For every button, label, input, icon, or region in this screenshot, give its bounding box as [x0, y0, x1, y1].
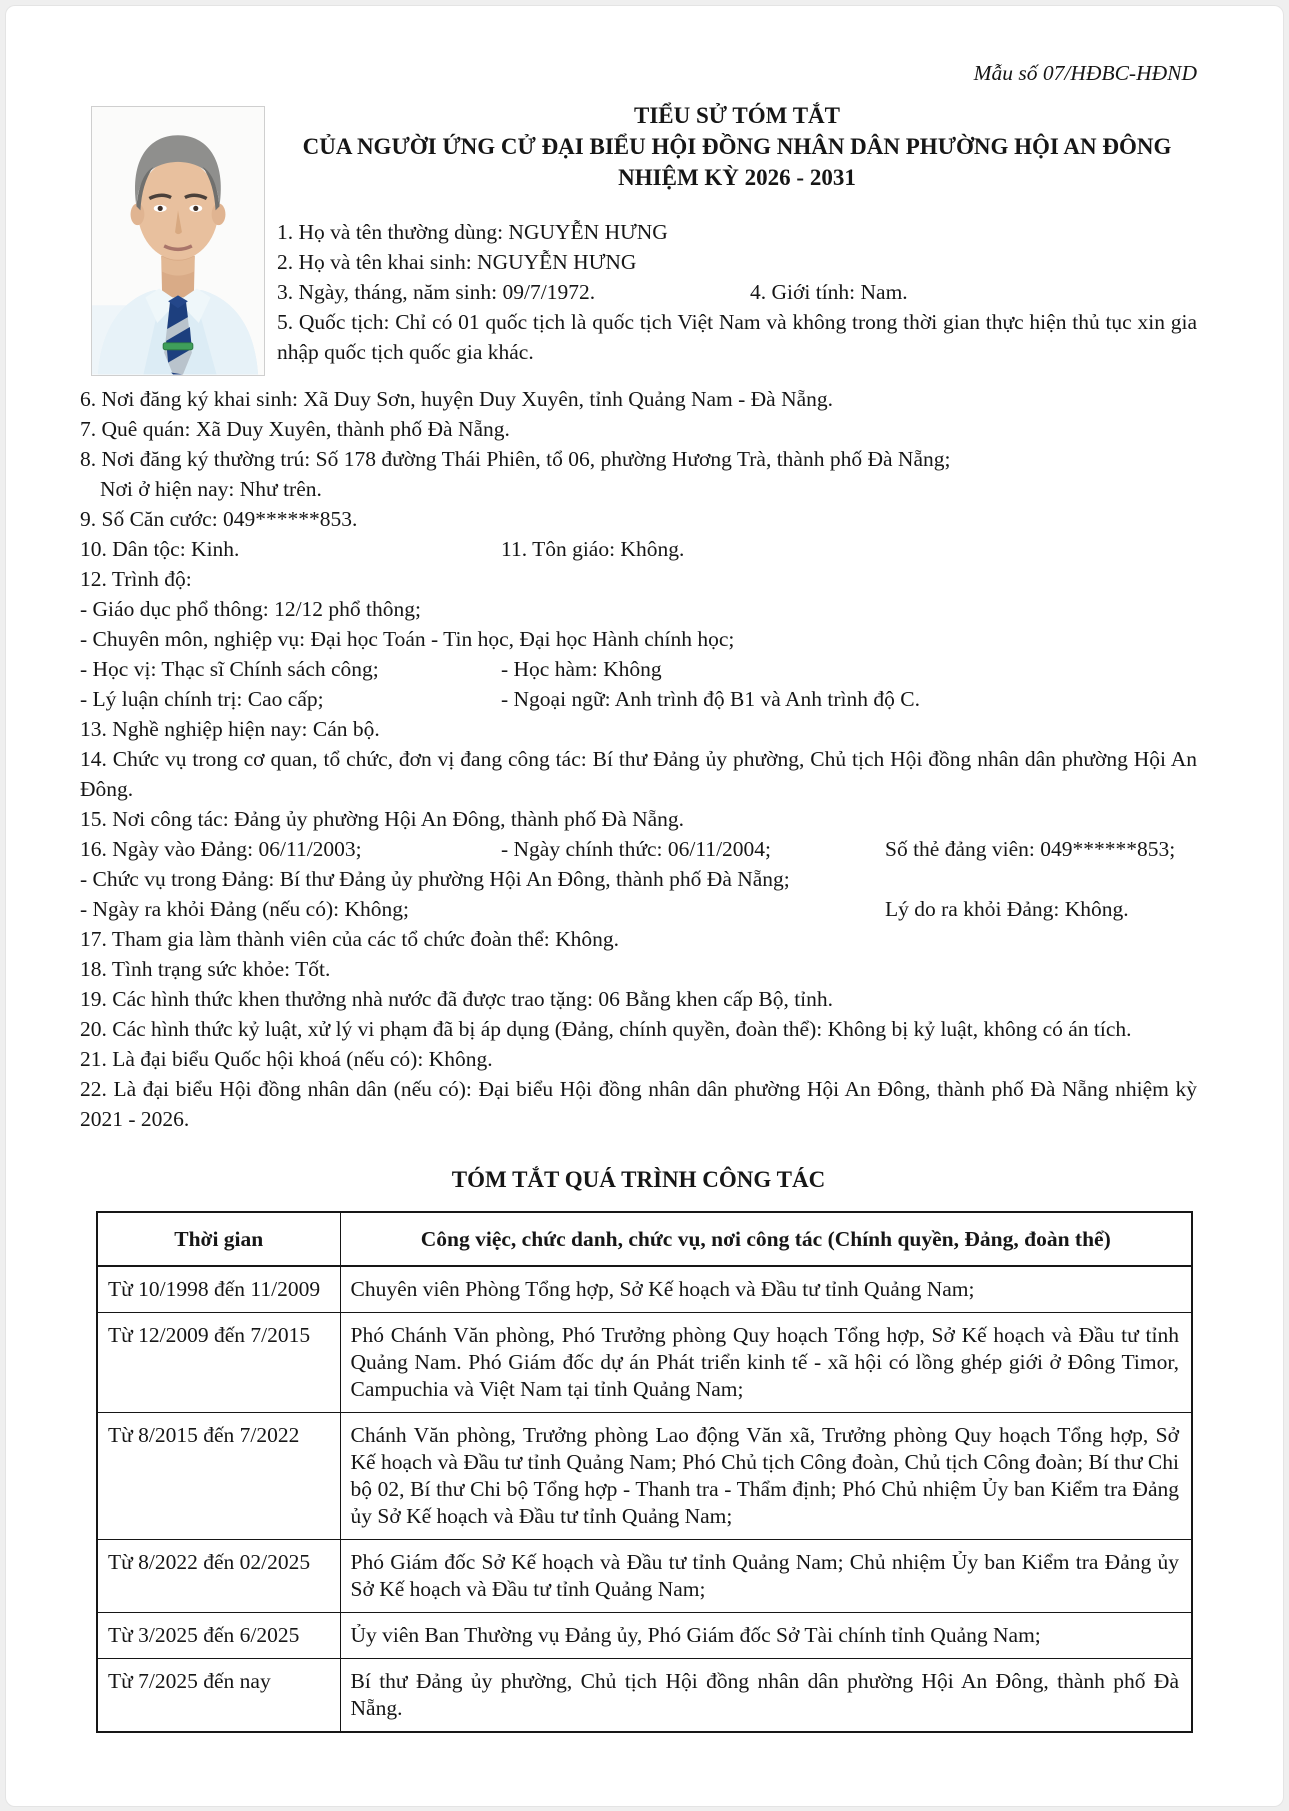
description-cell: Phó Chánh Văn phòng, Phó Trưởng phòng Quy hoạch Tổng hợp, Sở Kế hoạch và Đầu tư tỉnh Quảng Nam. Phó Giám đốc dự án Phát triển kinh tế - xã hội có lồng ghép giới ở Đông Timor, Campuchia và Việt Nam tại tỉnh Quảng Nam;	[340, 1313, 1192, 1413]
profile-line-part: - Học hàm: Không	[501, 657, 662, 681]
profile-line-part: 13. Nghề nghiệp hiện nay: Cán bộ.	[80, 717, 380, 741]
profile-line-part: 17. Tham gia làm thành viên của các tổ chức đoàn thể: Không.	[80, 927, 620, 951]
profile-line-part: 16. Ngày vào Đảng: 06/11/2003;	[80, 837, 362, 861]
description-cell: Phó Giám đốc Sở Kế hoạch và Đầu tư tỉnh Quảng Nam; Chủ nhiệm Ủy ban Kiểm tra Đảng ủy Sở Kế hoạch và Đầu tư tỉnh Quảng Nam;	[340, 1540, 1192, 1613]
title-line-2: CỦA NGƯỜI ỨNG CỬ ĐẠI BIỂU HỘI ĐỒNG NHÂN DÂN PHƯỜNG HỘI AN ĐÔNG	[302, 134, 1172, 159]
profile-line	[80, 1044, 1197, 1074]
profile-line-part: - Giáo dục phổ thông: 12/12 phổ thông;	[80, 597, 421, 621]
work-history-row	[97, 1659, 1192, 1733]
profile-line-part: 8. Nơi đăng ký thường trú: Số 178 đường Thái Phiên, tổ 06, phường Hương Trà, thành phố Đà Nẵng;	[80, 447, 951, 471]
profile-line	[80, 1014, 1197, 1044]
period-cell: Từ 8/2022 đến 02/2025	[97, 1540, 340, 1613]
profile-line-part: 18. Tình trạng sức khỏe: Tốt.	[80, 957, 331, 981]
profile-line	[80, 684, 1197, 714]
profile-line-part: 10. Dân tộc: Kinh.	[80, 537, 240, 561]
work-history-row	[97, 1266, 1192, 1313]
profile-line-part: - Ngoại ngữ: Anh trình độ B1 và Anh trình độ C.	[501, 687, 920, 711]
profile-line-part: Số thẻ đảng viên: 049******853;	[885, 837, 1176, 861]
profile-line-part: 22. Là đại biểu Hội đồng nhân dân (nếu có): Đại biểu Hội đồng nhân dân phường Hội An Đông, thành phố Đà Nẵng nhiệm kỳ 2021 - 2026.	[80, 1077, 1197, 1131]
profile-line-part: 5. Quốc tịch: Chỉ có 01 quốc tịch là quốc tịch Việt Nam và không trong thời gian thực hiện thủ tục xin gia nhập quốc tịch quốc gia khác.	[277, 310, 1197, 364]
profile-line	[80, 924, 1197, 954]
document-page	[6, 6, 1283, 1806]
profile-line	[80, 894, 1197, 924]
profile-line-part: 19. Các hình thức khen thưởng nhà nước đã được trao tặng: 06 Bằng khen cấp Bộ, tỉnh.	[80, 987, 834, 1011]
period-cell: Từ 7/2025 đến nay	[97, 1659, 340, 1733]
profile-line	[80, 384, 1197, 414]
profile-line-part: 2. Họ và tên khai sinh: NGUYỄN HƯNG	[277, 250, 637, 274]
form-code: Mẫu số 07/HĐBC-HĐND	[973, 61, 1197, 85]
profile-line	[80, 864, 1197, 894]
profile-line	[80, 744, 1197, 804]
profile-line-part: - Ngày ra khỏi Đảng (nếu có): Không;	[80, 897, 409, 921]
profile-line-part: 4. Giới tính: Nam.	[750, 280, 908, 304]
description-cell: Chánh Văn phòng, Trưởng phòng Lao động Văn xã, Trưởng phòng Quy hoạch Tổng hợp, Sở Kế hoạch và Đầu tư tỉnh Quảng Nam; Phó Chủ tịch Công đoàn, Chủ tịch Công đoàn; Bí thư Chi bộ 02, Bí thư Chi bộ Tổng hợp - Thanh tra - Thẩm định; Phó Chủ nhiệm Ủy ban Kiểm tra Đảng ủy Sở Kế hoạch và Đầu tư tỉnh Quảng Nam;	[340, 1413, 1192, 1540]
profile-line-part: - Học vị: Thạc sĩ Chính sách công;	[80, 657, 379, 681]
profile-line-part: - Lý luận chính trị: Cao cấp;	[80, 687, 324, 711]
profile-line	[80, 984, 1197, 1014]
profile-line-part: 20. Các hình thức kỷ luật, xử lý vi phạm đã bị áp dụng (Đảng, chính quyền, đoàn thể): Không bị kỷ luật, không có án tích.	[80, 1017, 1132, 1041]
profile-line	[80, 534, 1197, 564]
profile-line	[80, 444, 1197, 474]
profile-line-part: 14. Chức vụ trong cơ quan, tổ chức, đơn vị đang công tác: Bí thư Đảng ủy phường, Chủ tịch Hội đồng nhân dân phường Hội An Đông.	[80, 747, 1197, 801]
work-history-row	[97, 1313, 1192, 1413]
profile-line-part: 9. Số Căn cước: 049******853.	[80, 507, 358, 531]
profile-line-part: 6. Nơi đăng ký khai sinh: Xã Duy Sơn, huyện Duy Xuyên, tỉnh Quảng Nam - Đà Nẵng.	[80, 387, 834, 411]
work-history-row	[97, 1413, 1192, 1540]
profile-line	[273, 277, 1197, 307]
profile-line	[100, 474, 1197, 504]
description-cell: Chuyên viên Phòng Tổng hợp, Sở Kế hoạch và Đầu tư tỉnh Quảng Nam;	[340, 1266, 1192, 1313]
profile-line	[80, 834, 1197, 864]
profile-line-part: 12. Trình độ:	[80, 567, 192, 591]
document-content	[80, 6, 1197, 1806]
work-history-row	[97, 1540, 1192, 1613]
profile-line	[80, 714, 1197, 744]
period-cell: Từ 3/2025 đến 6/2025	[97, 1613, 340, 1659]
profile-line-part: - Ngày chính thức: 06/11/2004;	[501, 837, 772, 861]
work-history-heading: TÓM TẮT QUÁ TRÌNH CÔNG TÁC	[451, 1167, 826, 1192]
profile-line	[80, 504, 1197, 534]
profile-line-part: - Chuyên môn, nghiệp vụ: Đại học Toán - Tin học, Đại học Hành chính học;	[80, 627, 735, 651]
profile-line-part: - Chức vụ trong Đảng: Bí thư Đảng ủy phường Hội An Đông, thành phố Đà Nẵng;	[80, 867, 790, 891]
profile-line	[80, 624, 1197, 654]
profile-line	[80, 954, 1197, 984]
profile-line	[80, 654, 1197, 684]
profile-line	[273, 307, 1197, 367]
work-history-row	[97, 1613, 1192, 1659]
profile-line-part: Nơi ở hiện nay: Như trên.	[100, 477, 322, 501]
column-header-description: Công việc, chức danh, chức vụ, nơi công tác (Chính quyền, Đảng, đoàn thể)	[340, 1212, 1192, 1266]
profile-line	[80, 414, 1197, 444]
profile-line	[80, 804, 1197, 834]
candidate-photo	[91, 106, 265, 376]
profile-line-part: 1. Họ và tên thường dùng: NGUYỄN HƯNG	[277, 220, 668, 244]
document-title	[270, 100, 1197, 193]
profile-line-part: 3. Ngày, tháng, năm sinh: 09/7/1972.	[277, 280, 596, 304]
profile-line-part: 7. Quê quán: Xã Duy Xuyên, thành phố Đà Nẵng.	[80, 417, 510, 441]
period-cell: Từ 12/2009 đến 7/2015	[97, 1313, 340, 1413]
profile-line-part: Lý do ra khỏi Đảng: Không.	[885, 897, 1129, 921]
profile-line	[273, 217, 1197, 247]
profile-line	[273, 247, 1197, 277]
description-cell: Bí thư Đảng ủy phường, Chủ tịch Hội đồng nhân dân phường Hội An Đông, thành phố Đà Nẵng.	[340, 1659, 1192, 1733]
title-line-3: NHIỆM KỲ 2026 - 2031	[618, 165, 856, 190]
portrait-illustration	[92, 107, 264, 375]
profile-line	[80, 564, 1197, 594]
profile-line	[80, 594, 1197, 624]
period-cell: Từ 10/1998 đến 11/2009	[97, 1266, 340, 1313]
column-header-period: Thời gian	[97, 1212, 340, 1266]
profile-line	[80, 1074, 1197, 1134]
period-cell: Từ 8/2015 đến 7/2022	[97, 1413, 340, 1540]
title-line-1: TIỂU SỬ TÓM TẮT	[634, 103, 840, 128]
profile-line-part: 15. Nơi công tác: Đảng ủy phường Hội An Đông, thành phố Đà Nẵng.	[80, 807, 685, 831]
profile-line-part: 21. Là đại biểu Quốc hội khoá (nếu có): Không.	[80, 1047, 493, 1071]
profile-line-part: 11. Tôn giáo: Không.	[501, 537, 685, 561]
description-cell: Ủy viên Ban Thường vụ Đảng ủy, Phó Giám đốc Sở Tài chính tỉnh Quảng Nam;	[340, 1613, 1192, 1659]
work-history-header-row	[97, 1212, 1192, 1266]
work-history-table	[96, 1211, 1193, 1733]
